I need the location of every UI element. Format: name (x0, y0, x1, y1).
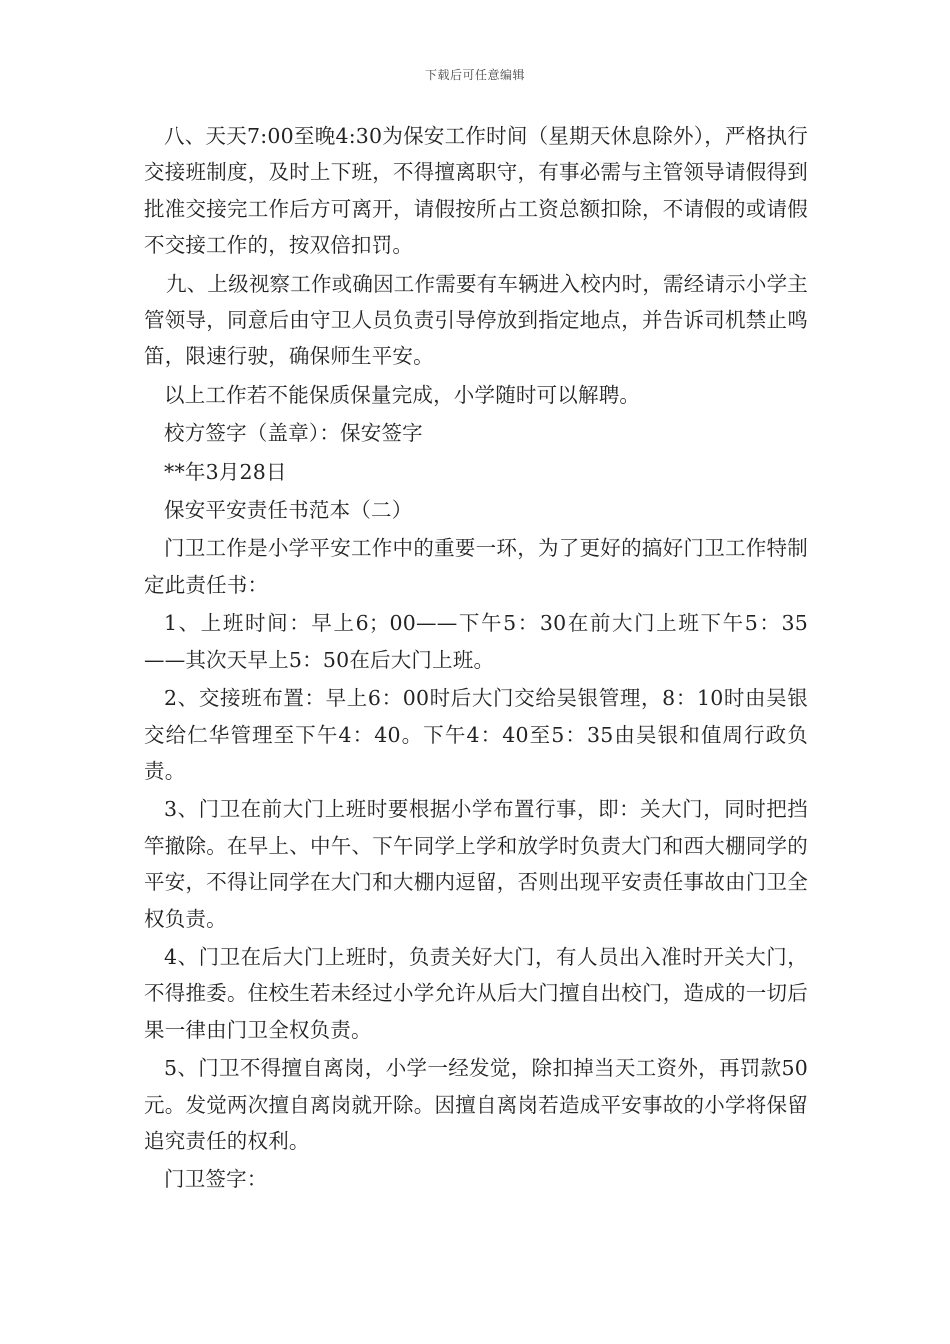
guard-signature-line: 门卫签字： (164, 1167, 268, 1192)
paragraph-conclusion: 以上工作若不能保质保量完成，小学随时可以解聘。 (164, 382, 641, 407)
paragraph-item-9: 九、上级视察工作或确因工作需要有车辆进入校内时，需经请示小学主管领导，同意后由守卫人员负责引导停放到指定地点，并告诉司机禁止鸣笛，限速行驶，确保师生平安。 (144, 271, 808, 369)
paragraph-intro: 门卫工作是小学平安工作中的重要一环，为了更好的搞好门卫工作特制定此责任书： (144, 536, 808, 597)
list-item-1: 1、上班时间：早上6；00——下午5：30在前大门上班下午5：35——其次天早上5：50在后大门上班。 (144, 611, 808, 672)
section-title: 保安平安责任书范本（二） (164, 498, 413, 523)
list-item-2: 2、交接班布置：早上6：00时后大门交给吴银管理，8：10时由吴银交给仁华管理至下午4：40。下午4：40至5：35由吴银和值周行政负责。 (144, 686, 808, 783)
list-item-4: 4、门卫在后大门上班时，负责关好大门，有人员出入准时开关大门，不得推委。住校生若未经过小学允许从后大门擅自出校门，造成的一切后果一律由门卫全权负责。 (144, 944, 808, 1042)
paragraph-item-8: 八、天天7:00至晚4:30为保安工作时间（星期天休息除外），严格执行交接班制度，及时上下班，不得擅离职守，有事必需与主管领导请假得到批准交接完工作后方可离开，请假按所占工资总额扣除，不请假的或请假不交接工作的，按双倍扣罚。 (144, 124, 808, 258)
list-item-3: 3、门卫在前大门上班时要根据小学布置行事，即：关大门，同时把挡竿撤除。在早上、中午、下午同学上学和放学时负责大门和西大棚同学的平安，不得让同学在大门和大棚内逗留，否则出现平安责任事故由门卫全权负责。 (144, 797, 808, 931)
signature-line: 校方签字（盖章）：保安签字 (164, 421, 423, 446)
header-note: 下载后可任意编辑 (424, 68, 525, 82)
date-line: **年3月28日 (164, 459, 287, 484)
document-body (144, 118, 808, 1200)
list-item-5: 5、门卫不得擅自离岗，小学一经发觉，除扣掉当天工资外，再罚款50元。发觉两次擅自离岗就开除。因擅自离岗若造成平安事故的小学将保留追究责任的权利。 (144, 1056, 808, 1153)
